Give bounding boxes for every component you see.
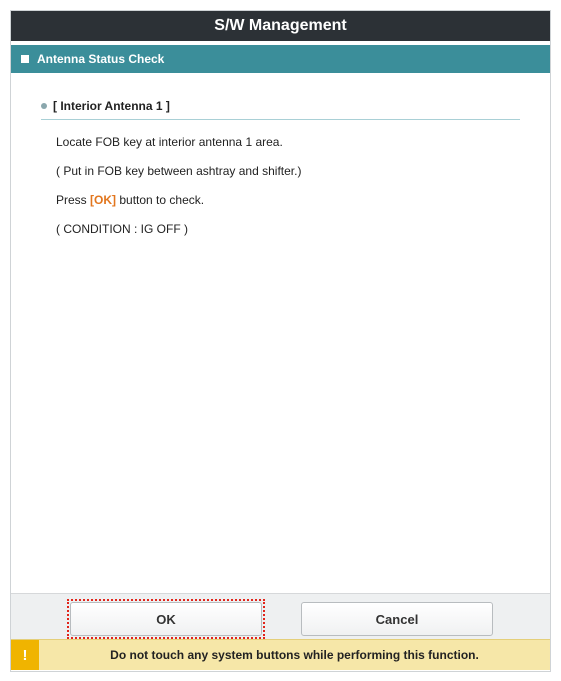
warning-text: Do not touch any system buttons while performing this function. — [110, 648, 479, 662]
press-ok-instruction — [56, 193, 520, 207]
warning-icon: ! — [11, 640, 39, 670]
square-icon — [21, 55, 29, 63]
section-header — [11, 45, 550, 73]
antenna-heading-label: [ Interior Antenna 1 ] — [53, 99, 170, 113]
bullet-icon — [41, 103, 47, 109]
sw-management-window — [10, 10, 551, 672]
warning-banner — [11, 639, 550, 670]
window-title-bar — [11, 11, 550, 41]
section-title: Antenna Status Check — [37, 52, 165, 66]
press-prefix: Press — [56, 193, 91, 207]
condition-text: ( CONDITION : IG OFF ) — [56, 222, 188, 236]
instruction-line: Locate FOB key at interior antenna 1 area. — [56, 135, 283, 149]
press-suffix: button to check. — [116, 193, 205, 207]
button-bar — [11, 593, 550, 640]
ok-keyword: [OK] — [90, 193, 117, 207]
instructions-panel — [41, 99, 520, 236]
instruction-line: ( Put in FOB key between ashtray and shifter.) — [56, 164, 302, 178]
cancel-button[interactable]: Cancel — [301, 602, 493, 636]
window-title: S/W Management — [214, 17, 347, 34]
antenna-heading — [41, 99, 520, 120]
ok-button[interactable]: OK — [70, 602, 262, 636]
